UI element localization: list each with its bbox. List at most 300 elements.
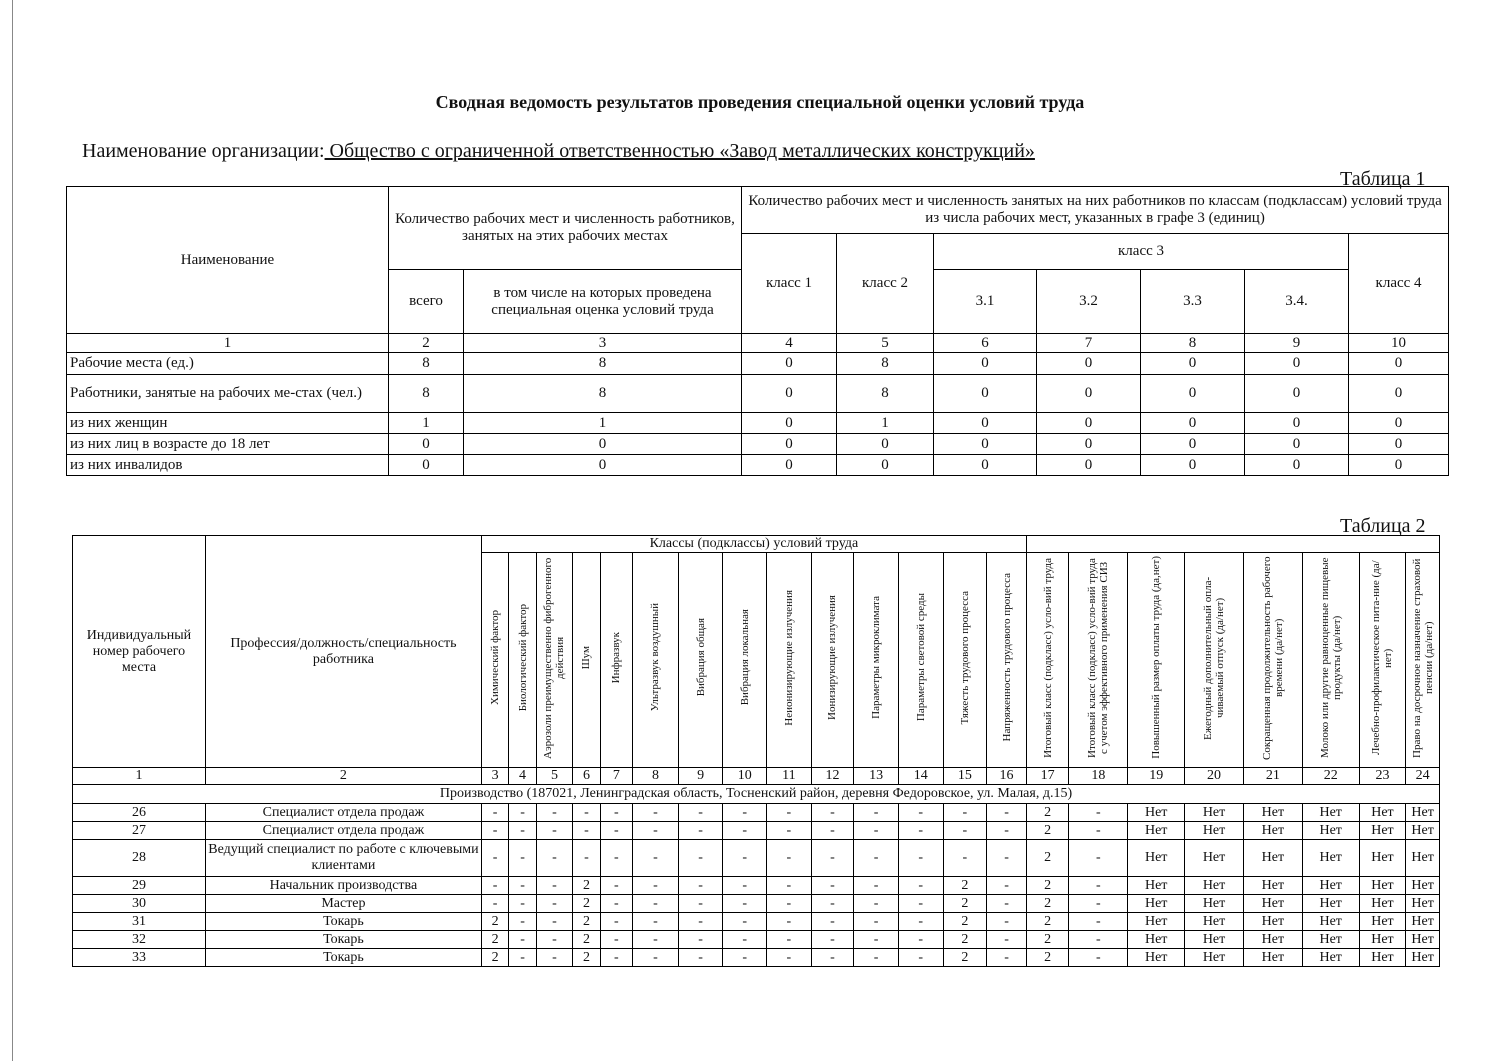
t2-factor-header-label: Повышенный размер оплаты труда (да,нет) (1150, 556, 1163, 759)
t2-cell: 2 (1026, 877, 1069, 895)
t2-cell: - (987, 913, 1027, 931)
t1-col-number: 3 (464, 334, 742, 353)
t1-row-label: из них лиц в возрасте до 18 лет (67, 434, 389, 455)
t2-cell: - (943, 822, 987, 840)
t2-cell: - (633, 840, 679, 877)
t2-column-numbers-row (73, 768, 1440, 785)
t1-cell: 0 (1349, 434, 1449, 455)
t2-cell: - (509, 804, 536, 822)
t2-cell: Нет (1302, 913, 1359, 931)
table2-caption: Таблица 2 (1340, 515, 1426, 537)
t2-cell: Нет (1128, 949, 1185, 967)
t2-cell: - (536, 804, 573, 822)
t2-cell: Нет (1185, 895, 1244, 913)
t2-cell: Нет (1302, 840, 1359, 877)
t1-cell: 0 (1141, 455, 1245, 476)
t2-cell: 2 (1026, 949, 1069, 967)
t2-cell: - (509, 895, 536, 913)
t2-cell: - (633, 895, 679, 913)
t2-col-number: 7 (600, 768, 632, 785)
t1-cell: 0 (464, 455, 742, 476)
t2-cell: - (811, 931, 854, 949)
t2-cell: Нет (1243, 877, 1302, 895)
t2-cell: - (723, 877, 767, 895)
t2-cell: Нет (1359, 804, 1406, 822)
t1-header-c34: 3.4. (1245, 270, 1349, 334)
t1-cell: 1 (464, 413, 742, 434)
t2-cell: - (600, 913, 632, 931)
t1-cell: 0 (1349, 455, 1449, 476)
t2-cell: - (898, 877, 943, 895)
t2-cell: - (536, 931, 573, 949)
t2-col-number: 4 (509, 768, 536, 785)
t2-workplace-id: 28 (73, 840, 206, 877)
t2-cell: Нет (1243, 949, 1302, 967)
t2-cell: Нет (1359, 822, 1406, 840)
t2-cell: - (854, 804, 899, 822)
t2-col-number: 13 (854, 768, 899, 785)
t1-cell: 0 (1037, 455, 1141, 476)
t2-factor-header-label: Лечебно-профилактическое пита-ние (да/нет) (1370, 560, 1395, 755)
t2-cell: - (854, 949, 899, 967)
t2-cell: - (536, 949, 573, 967)
t1-header-assessed: в том числе на которых проведена специальная оценка условий труда (464, 270, 742, 334)
t1-column-numbers-row (67, 334, 1449, 353)
t1-row-label: Работники, занятые на рабочих ме-стах (чел.) (67, 375, 389, 413)
t2-cell: - (811, 877, 854, 895)
t2-factor-header-label: Итоговый класс (подкласс) усло-вий труда (1041, 557, 1054, 758)
t2-row (73, 895, 1440, 913)
t2-profession: Начальник производства (205, 877, 481, 895)
t1-cell: 0 (1141, 434, 1245, 455)
t2-cell: - (509, 913, 536, 931)
t2-cell: - (600, 895, 632, 913)
t2-section-row (73, 785, 1440, 804)
t2-col-number: 1 (73, 768, 206, 785)
t2-cell: Нет (1302, 895, 1359, 913)
t2-cell: - (723, 895, 767, 913)
t2-factor-header (767, 553, 812, 768)
t2-cell: - (678, 822, 723, 840)
t1-cell: 8 (389, 375, 464, 413)
t1-body (67, 353, 1449, 476)
t2-cell: - (536, 877, 573, 895)
t2-cell: - (1069, 804, 1128, 822)
t2-cell: - (854, 895, 899, 913)
t1-cell: 8 (389, 353, 464, 375)
t2-cell: - (987, 931, 1027, 949)
t2-cell: Нет (1243, 840, 1302, 877)
t2-cell: 2 (943, 913, 987, 931)
t2-workplace-id: 33 (73, 949, 206, 967)
t1-cell: 0 (1141, 375, 1245, 413)
t2-cell: - (723, 949, 767, 967)
t2-cell: - (767, 804, 812, 822)
t2-factor-header-label: Итоговый класс (подкласс) усло-вий труда с учетом эффективного применения СИЗ (1086, 557, 1111, 758)
t2-factor-header-label: Право на досрочное назначение страховой пенсии (да/нет) (1410, 557, 1435, 758)
t2-cell: - (536, 840, 573, 877)
t2-cell: - (767, 895, 812, 913)
t2-cell: - (854, 931, 899, 949)
t2-cell: Нет (1359, 895, 1406, 913)
t2-row (73, 840, 1440, 877)
t2-cell: Нет (1243, 822, 1302, 840)
t1-cell: 8 (837, 375, 934, 413)
t2-cell: - (898, 804, 943, 822)
t2-factor-header (481, 553, 508, 768)
t2-cell: - (898, 913, 943, 931)
t2-cell: - (509, 931, 536, 949)
t2-cell: Нет (1302, 877, 1359, 895)
t2-factor-header-label: Тяжесть трудового процесса (958, 590, 971, 725)
t2-cell: - (987, 949, 1027, 967)
t2-cell: Нет (1302, 931, 1359, 949)
t1-header-name: Наименование (67, 187, 389, 334)
t2-workplace-id: 26 (73, 804, 206, 822)
t1-col-number: 10 (1349, 334, 1449, 353)
t2-factor-header-label: Химический фактор (489, 610, 502, 705)
t2-cell: - (723, 822, 767, 840)
t1-col-number: 1 (67, 334, 389, 353)
t2-factor-header (1243, 553, 1302, 768)
t2-cell: Нет (1406, 822, 1440, 840)
t1-cell: 0 (1037, 375, 1141, 413)
t2-profession: Токарь (205, 949, 481, 967)
t2-col-number: 22 (1302, 768, 1359, 785)
t2-header-id: Индивидуальный номер рабочего места (73, 536, 206, 768)
t1-cell: 0 (742, 353, 837, 375)
t2-cell: - (678, 804, 723, 822)
t2-cell: Нет (1406, 913, 1440, 931)
t1-cell: 0 (1245, 434, 1349, 455)
t2-cell: 2 (943, 877, 987, 895)
t2-cell: Нет (1359, 931, 1406, 949)
t2-profession: Ведущий специалист по работе с ключевыми клиентами (205, 840, 481, 877)
t2-factor-header-label: Ультразвук воздушный (649, 603, 662, 712)
t2-factor-header-label: Ионизирующие излучения (826, 595, 839, 720)
t2-cell: - (854, 822, 899, 840)
t2-cell: - (898, 822, 943, 840)
t2-cell: - (573, 822, 600, 840)
t2-cell: - (811, 949, 854, 967)
t2-factor-header-label: Вибрация общая (694, 618, 707, 697)
organization-line (82, 140, 1035, 163)
t2-factor-header-label: Вибрация локальная (738, 609, 751, 706)
t2-cell: - (481, 895, 508, 913)
t2-cell: Нет (1302, 822, 1359, 840)
t2-cell: - (987, 840, 1027, 877)
t1-cell: 1 (389, 413, 464, 434)
t2-col-number: 2 (205, 768, 481, 785)
t2-cell: Нет (1185, 931, 1244, 949)
t2-col-number: 17 (1026, 768, 1069, 785)
t2-cell: - (898, 931, 943, 949)
t2-section-title: Производство (187021, Ленинградская область, Тосненский район, деревня Федоровское, ул. Малая, д.15) (73, 785, 1440, 804)
t2-cell: Нет (1359, 877, 1406, 895)
t1-header-class1: класс 1 (742, 234, 837, 334)
t2-cell: Нет (1243, 895, 1302, 913)
t2-cell: Нет (1359, 913, 1406, 931)
t2-cell: - (987, 822, 1027, 840)
t2-col-number: 15 (943, 768, 987, 785)
t2-cell: - (854, 877, 899, 895)
t1-row-label: из них женщин (67, 413, 389, 434)
t2-cell: - (898, 840, 943, 877)
t1-cell: 0 (742, 375, 837, 413)
t2-cell: - (509, 949, 536, 967)
summary-table (66, 186, 1449, 476)
t2-cell: Нет (1243, 804, 1302, 822)
t2-cell: - (481, 822, 508, 840)
t1-cell: 0 (1141, 353, 1245, 375)
t1-cell: 0 (1037, 413, 1141, 434)
t2-cell: - (723, 931, 767, 949)
t2-col-number: 24 (1406, 768, 1440, 785)
t1-row (67, 375, 1449, 413)
t2-cell: - (767, 822, 812, 840)
t2-col-number: 3 (481, 768, 508, 785)
t2-cell: - (767, 840, 812, 877)
t2-cell: 2 (1026, 822, 1069, 840)
t1-col-number: 8 (1141, 334, 1245, 353)
t2-cell: - (633, 822, 679, 840)
t2-cell: - (898, 895, 943, 913)
t2-factor-header (633, 553, 679, 768)
t2-cell: - (633, 949, 679, 967)
t2-cell: - (600, 804, 632, 822)
t2-col-number: 5 (536, 768, 573, 785)
t2-cell: Нет (1406, 895, 1440, 913)
t2-cell: Нет (1243, 913, 1302, 931)
t2-col-number: 8 (633, 768, 679, 785)
t2-col-number: 6 (573, 768, 600, 785)
t2-profession: Токарь (205, 931, 481, 949)
t2-cell: Нет (1185, 913, 1244, 931)
t2-cell: - (987, 877, 1027, 895)
t2-cell: - (1069, 949, 1128, 967)
t2-col-number: 19 (1128, 768, 1185, 785)
t2-profession: Мастер (205, 895, 481, 913)
t2-cell: Нет (1406, 840, 1440, 877)
t2-cell: 2 (943, 949, 987, 967)
t2-factor-header (723, 553, 767, 768)
t2-cell: Нет (1128, 822, 1185, 840)
t1-col-number: 7 (1037, 334, 1141, 353)
t2-cell: 2 (573, 949, 600, 967)
t2-cell: Нет (1406, 877, 1440, 895)
t1-cell: 0 (742, 413, 837, 434)
t1-cell: 0 (934, 353, 1037, 375)
t2-cell: - (811, 913, 854, 931)
document-title: Сводная ведомость результатов проведения специальной оценки условий труда (435, 92, 1085, 112)
t2-factor-header (573, 553, 600, 768)
t2-cell: - (811, 895, 854, 913)
t2-cell: - (811, 840, 854, 877)
t2-cell: - (509, 877, 536, 895)
t1-row (67, 353, 1449, 375)
t2-profession: Специалист отдела продаж (205, 822, 481, 840)
t2-cell: Нет (1185, 822, 1244, 840)
t2-cell: - (854, 913, 899, 931)
t2-workplace-id: 32 (73, 931, 206, 949)
t2-cell: - (509, 840, 536, 877)
t2-col-number: 12 (811, 768, 854, 785)
t2-factor-header (1069, 553, 1128, 768)
t2-cell: - (767, 931, 812, 949)
t2-factor-header-label: Напряженность трудового процесса (1000, 573, 1013, 742)
t1-header-total: всего (389, 270, 464, 334)
t1-header-c33: 3.3 (1141, 270, 1245, 334)
t2-row (73, 804, 1440, 822)
t2-factor-header-label: Шум (580, 645, 593, 670)
t1-cell: 0 (934, 434, 1037, 455)
t2-cell: Нет (1302, 804, 1359, 822)
t2-row (73, 931, 1440, 949)
t1-cell: 0 (1037, 353, 1141, 375)
t2-cell: - (811, 822, 854, 840)
t1-col-number: 5 (837, 334, 934, 353)
t1-header-class3: класс 3 (934, 234, 1349, 270)
t1-cell: 0 (934, 455, 1037, 476)
t2-factor-header (678, 553, 723, 768)
t2-cell: - (600, 931, 632, 949)
t2-factor-header (536, 553, 573, 768)
t1-cell: 0 (742, 434, 837, 455)
t2-factor-header-label: Неионизирующие излучения (782, 589, 795, 726)
t2-cell: - (723, 840, 767, 877)
t2-factor-header (509, 553, 536, 768)
t2-cell: - (509, 822, 536, 840)
t2-factor-header-label: Параметры световой среды (914, 593, 927, 722)
t1-col-number: 6 (934, 334, 1037, 353)
t2-cell: - (573, 804, 600, 822)
t1-header-class2: класс 2 (837, 234, 934, 334)
t2-factor-header-label: Молоко или другие равноценные пищевые продукты (да/нет) (1318, 557, 1343, 758)
t2-header-profession: Профессия/должность/специальность работника (205, 536, 481, 768)
t1-header-by-class: Количество рабочих мест и численность занятых на них работников по классам (подклассам) условий труда из числа рабочих мест, указанных в графе 3 (единиц) (742, 187, 1449, 234)
t2-factor-header (1185, 553, 1244, 768)
t1-col-number: 9 (1245, 334, 1349, 353)
organization-label: Наименование организации: (82, 140, 325, 162)
t2-cell: - (943, 804, 987, 822)
t1-col-number: 2 (389, 334, 464, 353)
t2-cell: Нет (1128, 877, 1185, 895)
t2-factor-header-label: Биологический фактор (516, 603, 529, 712)
t1-cell: 0 (1141, 413, 1245, 434)
t2-cell: - (536, 822, 573, 840)
t2-factor-header (1359, 553, 1406, 768)
t2-col-number: 9 (678, 768, 723, 785)
t2-cell: 2 (1026, 804, 1069, 822)
t2-cell: Нет (1128, 895, 1185, 913)
t2-cell: 2 (573, 877, 600, 895)
t2-cell: 2 (943, 895, 987, 913)
t2-cell: - (678, 913, 723, 931)
t2-cell: 2 (1026, 895, 1069, 913)
t2-cell: - (898, 949, 943, 967)
t1-cell: 0 (1245, 353, 1349, 375)
t2-cell: - (536, 913, 573, 931)
t2-cell: Нет (1406, 804, 1440, 822)
t2-cell: - (1069, 913, 1128, 931)
t2-cell: 2 (1026, 931, 1069, 949)
t2-cell: Нет (1128, 804, 1185, 822)
t2-cell: - (678, 895, 723, 913)
t1-cell: 0 (934, 375, 1037, 413)
t2-cell: - (481, 877, 508, 895)
t2-cell: - (811, 804, 854, 822)
t2-factor-header-label: Ежегодный дополнительный опла-чиваемый отпуск (да/нет) (1202, 575, 1227, 740)
organization-name: Общество с ограниченной ответственностью «Завод металлических конструкций» (324, 140, 1035, 162)
t2-cell: - (987, 804, 1027, 822)
t2-cell: - (633, 931, 679, 949)
t1-row-label: из них инвалидов (67, 455, 389, 476)
t1-cell: 0 (1245, 455, 1349, 476)
t2-cell: 2 (943, 931, 987, 949)
t2-cell: Нет (1406, 931, 1440, 949)
t1-cell: 0 (837, 455, 934, 476)
t1-cell: 0 (389, 434, 464, 455)
t1-cell: 8 (464, 375, 742, 413)
t2-cell: - (633, 913, 679, 931)
t2-cell: 2 (1026, 840, 1069, 877)
t2-workplace-id: 29 (73, 877, 206, 895)
t2-col-number: 21 (1243, 768, 1302, 785)
t2-cell: - (767, 913, 812, 931)
t2-cell: Нет (1243, 931, 1302, 949)
t2-cell: - (987, 895, 1027, 913)
t2-workplace-id: 30 (73, 895, 206, 913)
t2-factor-header (600, 553, 632, 768)
t2-cell: - (678, 877, 723, 895)
t2-col-number: 10 (723, 768, 767, 785)
t2-cell: - (1069, 840, 1128, 877)
t2-cell: - (1069, 895, 1128, 913)
t2-cell: - (1069, 822, 1128, 840)
t1-header-c31: 3.1 (934, 270, 1037, 334)
t2-cell: - (723, 913, 767, 931)
t2-cell: Нет (1185, 877, 1244, 895)
t2-workplace-id: 31 (73, 913, 206, 931)
t2-factor-header (1302, 553, 1359, 768)
t2-cell: 2 (573, 895, 600, 913)
t2-factor-header (1128, 553, 1185, 768)
t2-factor-header-label: Инфразвук (610, 631, 623, 684)
t2-row (73, 913, 1440, 931)
t1-header-class4: класс 4 (1349, 234, 1449, 334)
t1-cell: 0 (1349, 353, 1449, 375)
t2-cell: - (633, 804, 679, 822)
t2-cell: - (1069, 931, 1128, 949)
t2-cell: - (481, 804, 508, 822)
t2-cell: - (600, 840, 632, 877)
t2-profession: Токарь (205, 913, 481, 931)
t2-cell: Нет (1128, 840, 1185, 877)
t2-col-number: 23 (1359, 768, 1406, 785)
t2-factor-header-label: Параметры микроклимата (870, 596, 883, 719)
t1-cell: 0 (742, 455, 837, 476)
t2-cell: 2 (481, 913, 508, 931)
t2-cell: - (600, 949, 632, 967)
t1-cell: 0 (1245, 375, 1349, 413)
t2-header-blank (1026, 536, 1439, 553)
t2-factor-header (854, 553, 899, 768)
table1-caption: Таблица 1 (1340, 168, 1426, 190)
t2-cell: Нет (1185, 949, 1244, 967)
page-margin-line (12, 0, 13, 1061)
t2-factor-header-label: Сокращенная продолжительность рабочего времени (да/нет) (1260, 555, 1285, 760)
t1-cell: 0 (389, 455, 464, 476)
